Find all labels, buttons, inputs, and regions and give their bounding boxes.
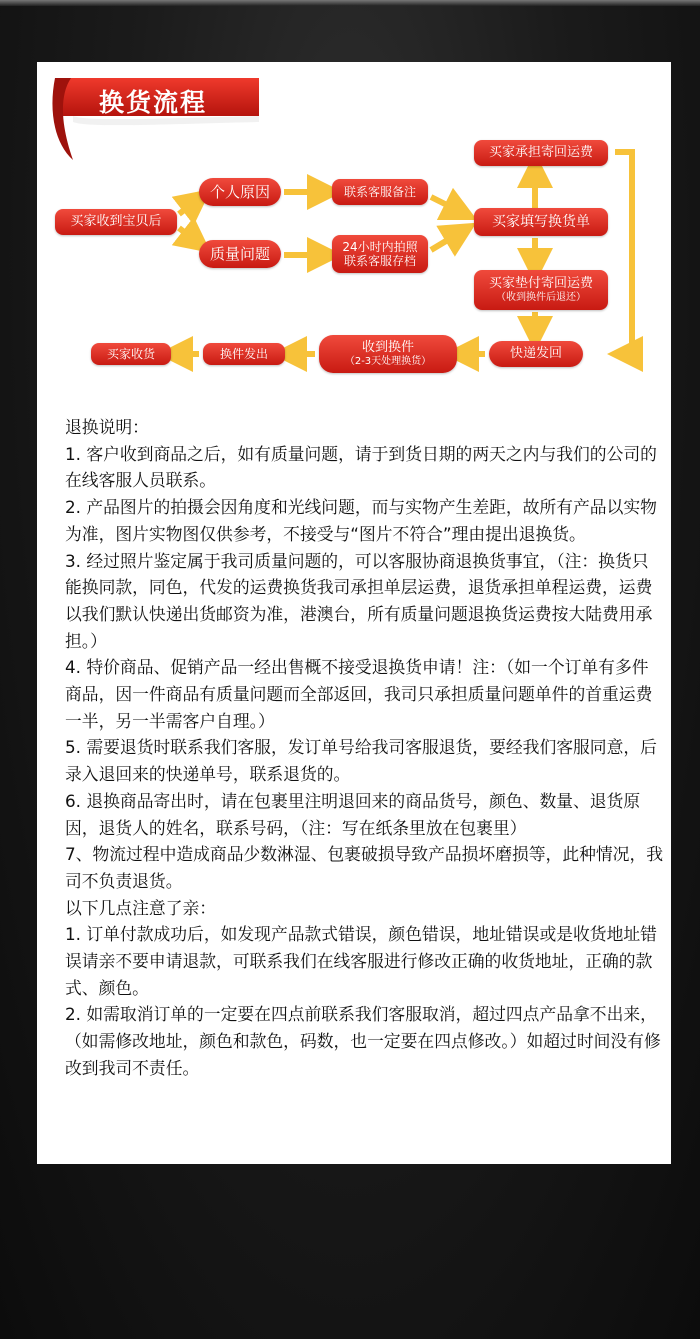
flow-contact-service [332, 179, 428, 205]
notes-attention-1: 1. 订单付款成功后，如发现产品款式错误，颜色错误，地址错误或是收货地址错误请亲不要申请退款，可联系我们在线客服进行修改正确的收货地址，正确的款式、颜色。 [65, 924, 657, 998]
notes-subheading: 以下几点注意了亲： [65, 897, 217, 918]
flow-quality-issue [199, 240, 281, 268]
flow-received-exchange-line1: 收到换件 [361, 340, 414, 356]
notes-item-3: 3. 经过照片鉴定属于我司质量问题的，可以客服协商退换货事宜，（注：换货只能换同款，同色，代发的运费换货我司承担单层运费，退货承担单程运费，运费以我们默认快递出货邮资为准，港澳台，所有质量问题退换货运费按大陆费用承担。） [65, 550, 653, 651]
flow-advance-return-line1: 买家垫付寄回运费 [488, 276, 593, 292]
notes-item-5: 5. 需要退货时联系我们客服，发订单号给我司客服退货，要经我们客服同意，后录入退回来的快递单号，联系退货的。 [65, 737, 657, 785]
top-border [0, 0, 700, 6]
notes-item-7: 7、物流过程中造成商品少数淋湿、包裹破损导致产品损坏磨损等，此种情况，我司不负责退货。 [65, 844, 664, 891]
flow-buyer-receives-label: 买家收货 [106, 346, 155, 361]
flow-start [55, 209, 177, 235]
flow-quality-issue-label: 质量问题 [209, 245, 270, 263]
flow-personal-reason-label: 个人原因 [209, 183, 270, 201]
exchange-process-panel [37, 62, 671, 1164]
notes-item-2: 2. 产品图片的拍摄会因角度和光线问题，而与实物产生差距，故所有产品以实物为准，图片实物图仅供参考，不接受与“图片不符合”理由提出退换货。 [65, 497, 657, 544]
notes-item-1: 1. 客户收到商品之后，如有质量问题，请于到货日期的两天之内与我们的公司的在线客服人员联系。 [65, 443, 657, 491]
notes-attention-2: 2. 如需取消订单的一定要在四点前联系我们客服取消，超过四点产品拿不出来，（如需修改地址，颜色和款色，码数，也一定要在四点修改。）如超过时间没有修改到我司不责任。 [65, 1004, 661, 1078]
flow-photo-contact-line2: 联系客服存档 [343, 254, 416, 268]
notes-heading: 退换说明： [65, 417, 149, 437]
flow-start-label: 买家收到宝贝后 [70, 214, 162, 230]
flow-express-return-label: 快递发回 [509, 346, 562, 362]
flow-express-return [489, 341, 583, 367]
flow-fill-exchange-form-label: 买家填写换货单 [492, 213, 590, 230]
return-policy-notes [65, 414, 665, 1082]
flow-buyer-pays-return [474, 140, 608, 166]
flow-photo-contact-line1: 24小时内拍照 [342, 239, 418, 254]
page-title: 换货流程 [99, 88, 208, 117]
notes-item-6: 6. 退换商品寄出时，请在包裹里注明退回来的商品货号，颜色、数量、退货原因，退货人的姓名，联系号码，（注：写在纸条里放在包裹里） [65, 790, 641, 838]
flow-received-exchange-line2: （2-3天处理换货） [344, 355, 432, 367]
flow-photo-contact [332, 235, 428, 273]
flow-fill-exchange-form [474, 208, 608, 236]
flow-exchange-shipped [203, 343, 285, 365]
flow-received-exchange [319, 335, 457, 373]
flow-advance-return-line2: （收到换件后退还） [496, 291, 586, 303]
flow-personal-reason [199, 178, 281, 206]
flow-buyer-receives [91, 343, 171, 365]
flow-exchange-shipped-label: 换件发出 [219, 346, 268, 361]
flow-contact-service-label: 联系客服备注 [343, 184, 416, 199]
notes-item-4: 4. 特价商品、促销产品一经出售概不接受退换货申请！注：（如一个订单有多件商品，因一件商品有质量问题而全部返回，我司只承担质量问题单件的首重运费一半，另一半需客户自理。） [65, 657, 653, 731]
flow-buyer-pays-return-label: 买家承担寄回运费 [488, 145, 593, 161]
flow-advance-return [474, 270, 608, 310]
